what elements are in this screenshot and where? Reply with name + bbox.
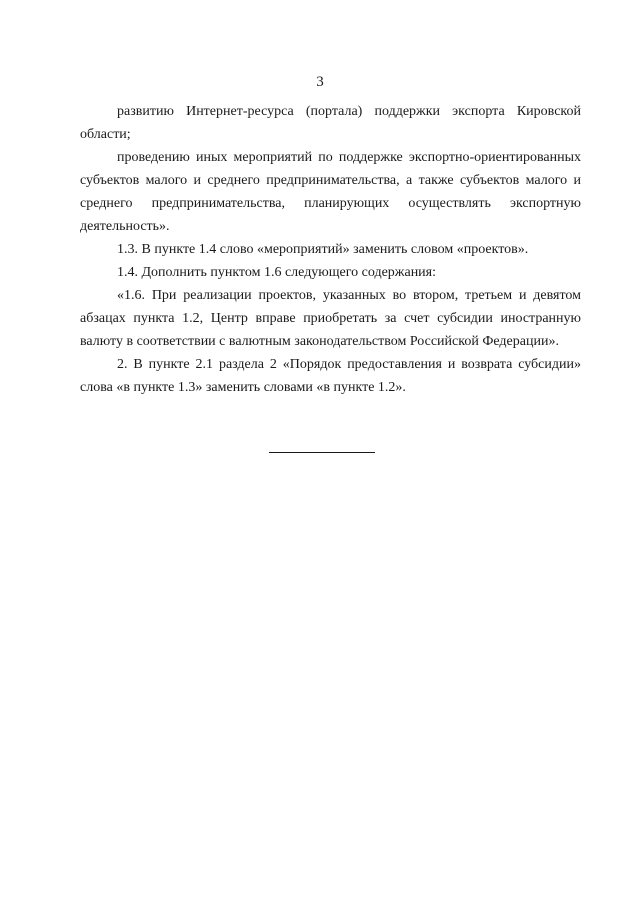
paragraph-item-1-6: «1.6. При реализации проектов, указанных во втором, третьем и девятом абзацах пункта 1.2, Центр вправе приобретать за счет субсидии иностранную валюту в соответствии с валютным законодательством Российской Федерации». <box>80 288 581 349</box>
paragraph-other-activities: проведению иных мероприятий по поддержке экспортно-ориентированных субъектов малого и среднего предпринимательства, а также субъектов малого и среднего предпринимательства, планирующих осуществлять экспортную деятельность». <box>80 150 581 234</box>
paragraph-item-2: 2. В пункте 2.1 раздела 2 «Порядок предоставления и возврата субсидии» слова «в пункте 1.3» заменить словами «в пункте 1.2». <box>80 357 581 395</box>
end-separator-line <box>269 452 375 453</box>
paragraph-item-1-4: 1.4. Дополнить пунктом 1.6 следующего содержания: <box>117 265 437 280</box>
page-number: 3 <box>316 74 324 90</box>
paragraph-portal-development: развитию Интернет-ресурса (портала) поддержки экспорта Кировской области; <box>80 104 581 142</box>
paragraph-item-1-3: 1.3. В пункте 1.4 слово «мероприятий» заменить словом «проектов». <box>117 242 529 257</box>
document-body <box>80 100 581 399</box>
